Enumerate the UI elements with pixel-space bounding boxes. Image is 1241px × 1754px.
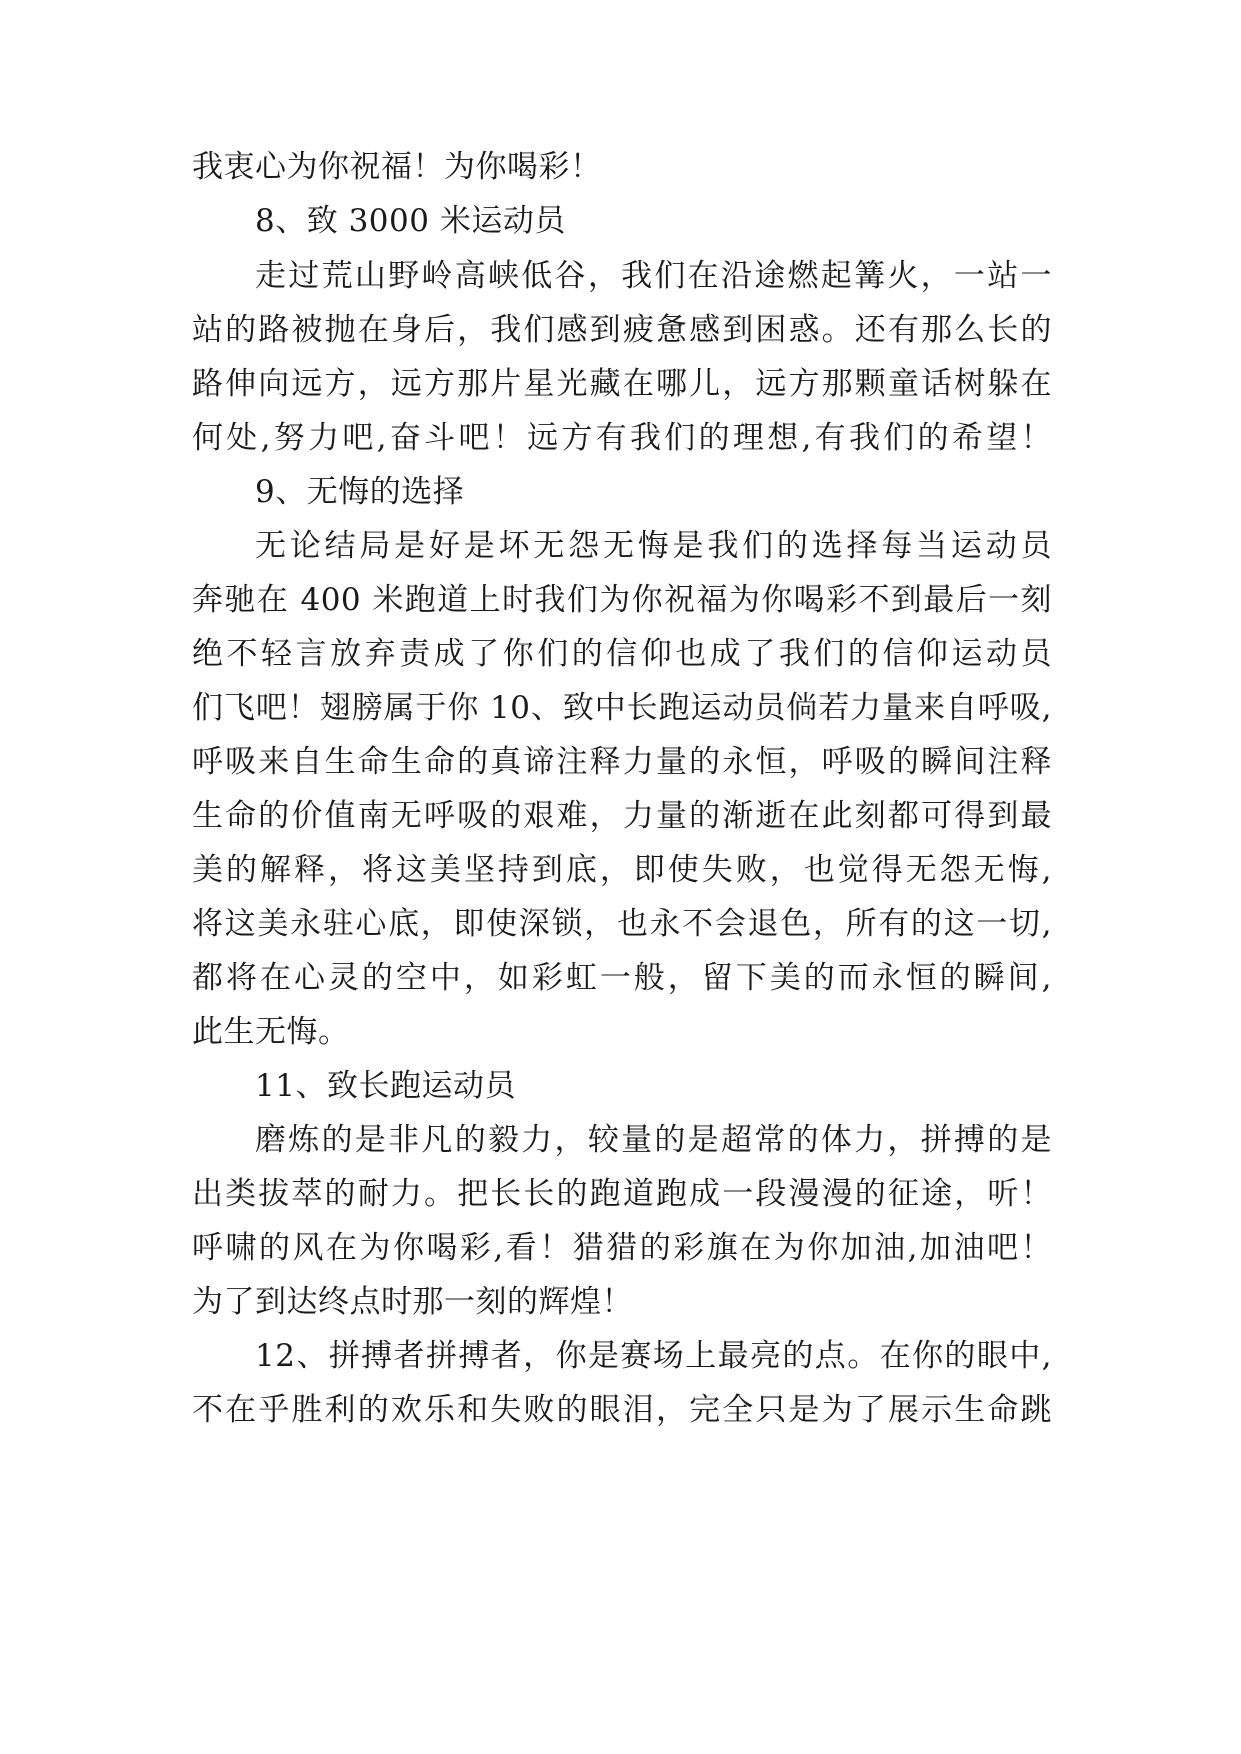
text-line: 无论结局是好是坏无怨无悔是我们的选择每当运动员 — [255, 528, 1052, 564]
text-line: 磨炼的是非凡的毅力，较量的是超常的体力，拼搏的是 — [255, 1122, 1052, 1158]
text-line: 绝不轻言放弃责成了你们的信仰也成了我们的信仰运动员 — [192, 636, 1052, 672]
text-line: 站的路被抛在身后，我们感到疲惫感到困惑。还有那么长的 — [192, 312, 1052, 348]
section-heading: 8、致 3000 米运动员 — [255, 203, 566, 239]
text-line: 将这美永驻心底，即使深锁，也永不会退色，所有的这一切, — [192, 906, 1052, 942]
text-line: 奔驰在 400 米跑道上时我们为你祝福为你喝彩不到最后一刻 — [192, 582, 1052, 618]
text-line: 都将在心灵的空中，如彩虹一般，留下美的而永恒的瞬间, — [192, 960, 1052, 996]
text-line: 们飞吧！翅膀属于你 10、致中长跑运动员倘若力量来自呼吸, — [192, 690, 1052, 726]
text-line: 出类拔萃的耐力。把长长的跑道跑成一段漫漫的征途，听！ — [192, 1176, 1052, 1212]
text-line: 12、拼搏者拼搏者，你是赛场上最亮的点。在你的眼中, — [255, 1338, 1052, 1374]
text-line: 路伸向远方，远方那片星光藏在哪儿，远方那颗童话树躲在 — [192, 366, 1052, 402]
text-line: 为了到达终点时那一刻的辉煌！ — [192, 1284, 633, 1320]
section-heading: 9、无悔的选择 — [255, 474, 465, 510]
text-line: 此生无悔。 — [192, 1014, 350, 1050]
text-line: 呼吸来自生命生命的真谛注释力量的永恒，呼吸的瞬间注释 — [192, 744, 1052, 780]
text-line: 不在乎胜利的欢乐和失败的眼泪，完全只是为了展示生命跳 — [192, 1392, 1052, 1428]
text-line: 呼啸的风在为你喝彩,看！猎猎的彩旗在为你加油,加油吧！ — [192, 1230, 1052, 1266]
section-heading: 11、致长跑运动员 — [255, 1068, 516, 1104]
text-line: 走过荒山野岭高峡低谷，我们在沿途燃起篝火，一站一 — [255, 258, 1052, 294]
text-line: 美的解释，将这美坚持到底，即使失败，也觉得无怨无悔, — [192, 852, 1052, 888]
text-line: 何处,努力吧,奋斗吧！远方有我们的理想,有我们的希望！ — [192, 420, 1052, 456]
text-line: 生命的价值南无呼吸的艰难，力量的渐逝在此刻都可得到最 — [192, 798, 1052, 834]
text-line: 我衷心为你祝福！为你喝彩！ — [192, 149, 602, 185]
